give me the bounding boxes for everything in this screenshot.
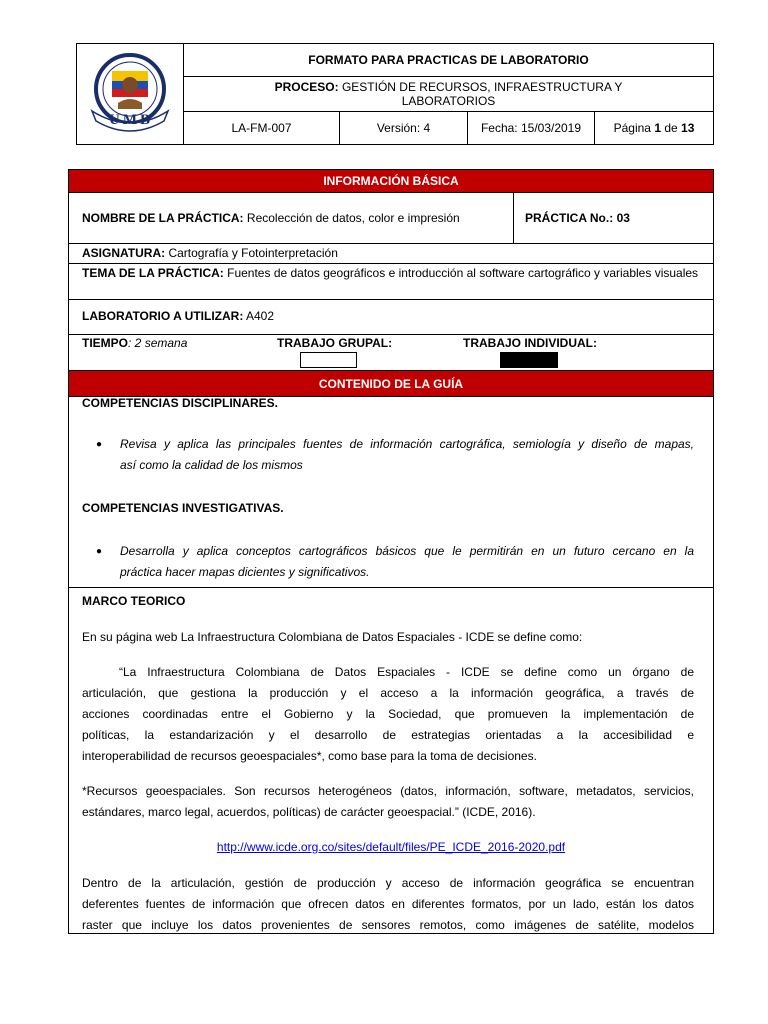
subject (82, 246, 338, 260)
note-line-1: *Recursos geoespaciales. Son recursos heterogéneos (datos, información, software, metadatos, servicios, (82, 784, 694, 798)
basic-info-heading (68, 169, 714, 193)
group-work-checkbox[interactable] (300, 352, 357, 368)
page-prefix: Página (613, 121, 651, 135)
form-title (183, 43, 714, 77)
comp-disc-line-2: así como la calidad de los mismos (120, 458, 303, 472)
bullet-icon: ● (96, 546, 103, 557)
lab-label: LABORATORIO A UTILIZAR: (82, 309, 244, 323)
process-cell (183, 76, 714, 112)
quote-line-3: acciones coordinadas entre el Gobierno y la Sociedad, que promueven la implementación de (82, 707, 694, 721)
page-number: 1 (654, 121, 661, 135)
comp-inv-line-2: práctica hacer mapas dicientes y significativos. (120, 565, 370, 579)
time-label: TIEMPO (82, 336, 129, 350)
logo-cell (76, 43, 184, 145)
subject-row (68, 243, 714, 264)
competencies-box (68, 396, 714, 588)
bullet-icon: ● (96, 439, 103, 450)
time-row (68, 334, 714, 371)
icde-link[interactable]: http://www.icde.org.co/sites/default/files/PE_ICDE_2016-2020.pdf (216, 840, 566, 854)
quote-line-5: interoperabilidad de recursos geoespaciales*, como base para la toma de decisiones. (82, 749, 537, 763)
basic-info-heading-text: INFORMACIÓN BÁSICA (323, 174, 459, 188)
doc-date-text: Fecha: 15/03/2019 (480, 121, 582, 135)
note-line-2: estándares, marco legal, acuerdos, políticas) de carácter geoespacial.” (ICDE, 2016). (82, 805, 536, 819)
marco-intro: En su página web La Infraestructura Colombiana de Datos Espaciales - ICDE se define como: (82, 630, 583, 644)
doc-code (183, 111, 340, 145)
marco-title: MARCO TEORICO (82, 594, 186, 608)
lab (82, 309, 274, 323)
lab-row (68, 299, 714, 335)
para-line-1: Dentro de la articulación, gestión de producción y acceso de información geográfica se encuentran (82, 876, 694, 890)
practice-name-row (68, 192, 714, 244)
quote-line-1: “La Infraestructura Colombiana de Datos Espaciales - ICDE se define como un órgano de (119, 665, 694, 679)
subject-label: ASIGNATURA: (82, 246, 166, 260)
time-value: : 2 semana (128, 336, 188, 350)
time (82, 336, 187, 350)
comp-disc-line-1: Revisa y aplica las principales fuentes de información cartográfica, semiología y diseño de mapas, (120, 437, 694, 451)
practice-no-label: PRÁCTICA No.: (525, 211, 614, 225)
page-of: de (664, 121, 678, 135)
doc-date (467, 111, 595, 145)
topic (82, 266, 702, 280)
page-indicator (614, 121, 695, 135)
guide-heading (68, 370, 714, 397)
doc-version-text: Versión: 4 (376, 121, 431, 135)
doc-code-text: LA-FM-007 (231, 121, 292, 135)
topic-label: TEMA DE LA PRÁCTICA: (82, 266, 224, 280)
practice-no (525, 211, 630, 225)
practice-name (82, 211, 460, 225)
practice-no-divider (513, 192, 514, 243)
individual-work-label: TRABAJO INDIVIDUAL: (463, 336, 597, 350)
comp-disciplinary-title: COMPETENCIAS DISCIPLINARES. (82, 396, 279, 410)
icde-link-wrap (69, 837, 713, 858)
para-line-3: raster que incluye los datos provenientes de sensores remotos, como imágenes de satélite, modelos (82, 918, 694, 932)
guide-heading-text: CONTENIDO DE LA GUÍA (318, 376, 464, 391)
process-text (244, 80, 653, 108)
page-total: 13 (681, 121, 695, 135)
topic-row (68, 263, 714, 300)
process-label: PROCESO: (274, 80, 339, 94)
logo-text: UMB (109, 112, 153, 128)
lab-value: A402 (246, 309, 275, 323)
form-title-text: FORMATO PARA PRACTICAS DE LABORATORIO (308, 53, 589, 67)
group-work-label: TRABAJO GRUPAL: (277, 336, 393, 350)
doc-version (339, 111, 468, 145)
marco-box (68, 587, 714, 934)
process-value: GESTIÓN DE RECURSOS, INFRAESTRUCTURA Y LABORATORIOS (341, 80, 623, 108)
quote-line-4: políticas, la estandarización y el desarrollo de estrategias orientadas a la accesibilidad e (82, 728, 694, 742)
quote-line-2: articulación, que gestiona la producción y el acceso a la información geográfica, a través de (82, 686, 694, 700)
comp-investigative-title: COMPETENCIAS INVESTIGATIVAS. (82, 501, 284, 515)
doc-page (594, 111, 714, 145)
topic-value: Fuentes de datos geográficos e introducción al software cartográfico y variables visuales (227, 266, 699, 280)
practice-name-label: NOMBRE DE LA PRÁCTICA: (82, 211, 244, 225)
practice-name-value: Recolección de datos, color e impresión (246, 211, 460, 225)
comp-inv-line-1: Desarrolla y aplica conceptos cartográficos básicos que le permitirán en un futuro cercano en la (120, 544, 694, 558)
individual-work-checkbox-checked[interactable] (500, 352, 558, 368)
practice-no-value: 03 (616, 211, 630, 225)
para-line-2: deferentes fuentes de información que ofrecen datos en diferentes formatos, por un lado, están los datos (82, 897, 694, 911)
subject-value: Cartografía y Fotointerpretación (168, 246, 338, 260)
